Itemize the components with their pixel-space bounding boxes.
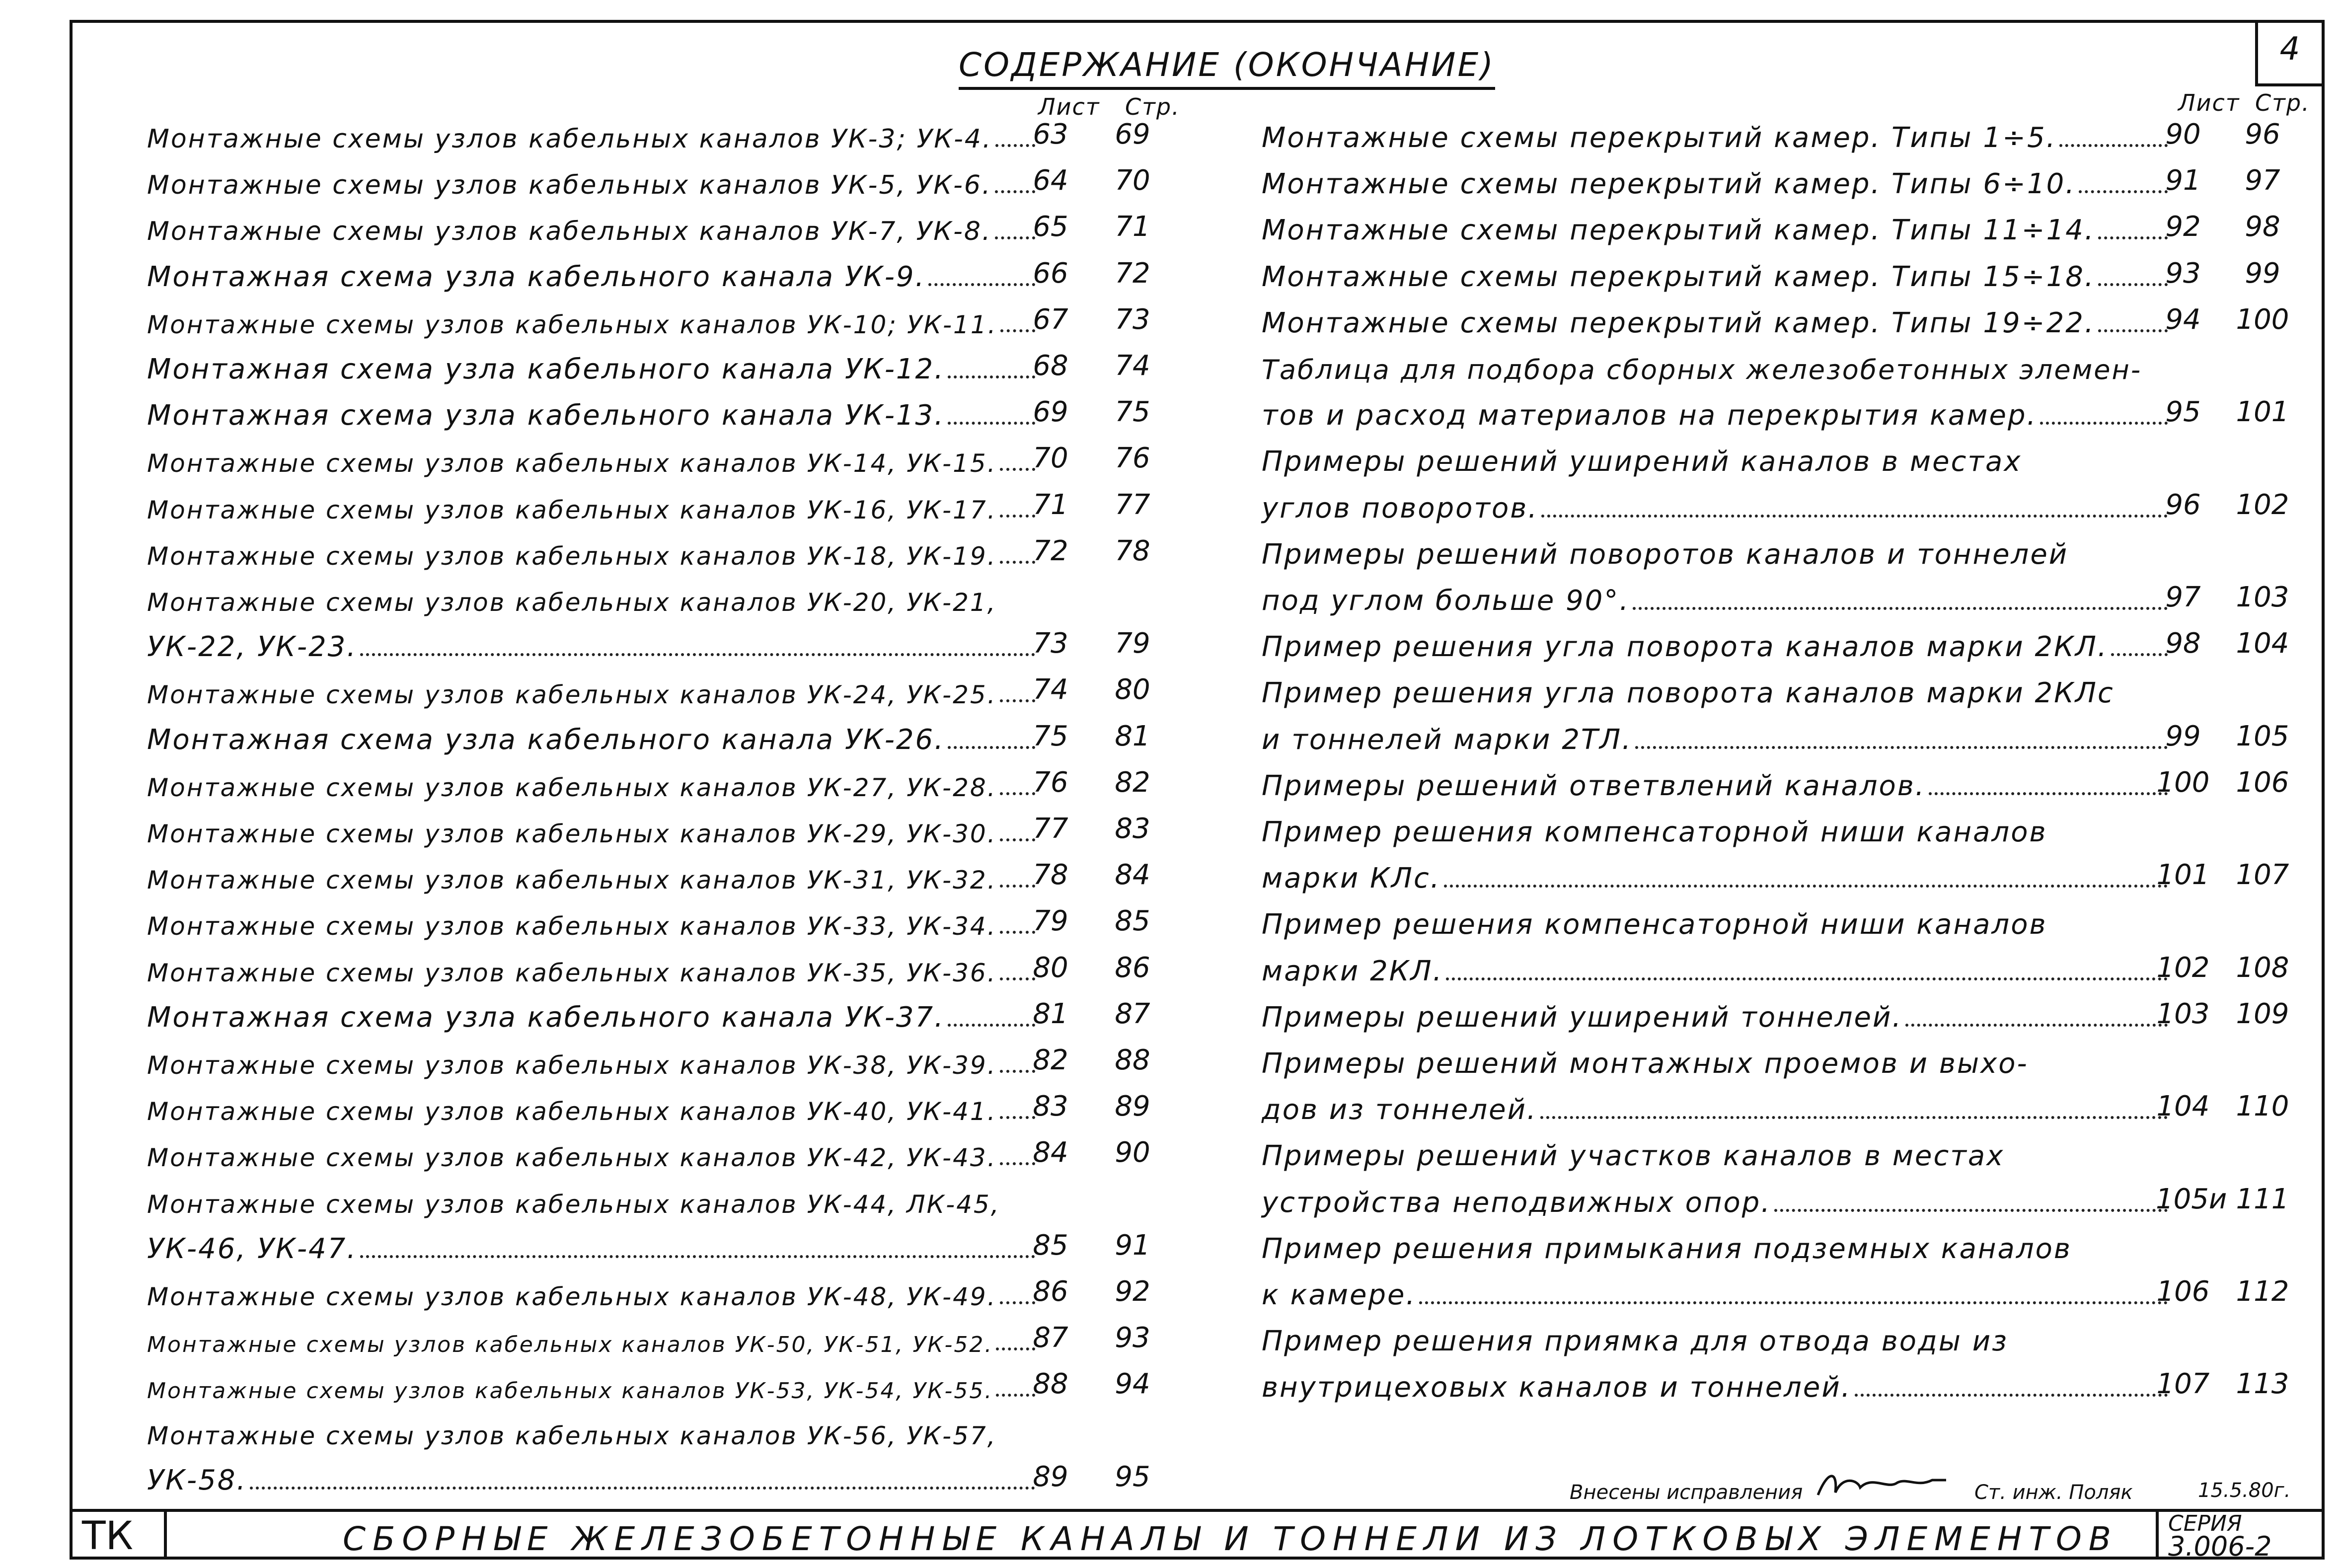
frame-right [2322, 20, 2325, 1560]
contents-entry-page: 103 [2236, 581, 2289, 613]
contents-entry-page: 98 [2245, 211, 2280, 243]
contents-entry [147, 391, 1038, 432]
dot-leader [1541, 515, 2168, 518]
corrections-date: 15.5.80г. [2198, 1479, 2291, 1502]
contents-entry [147, 1456, 1038, 1496]
contents-entry-text: Монтажные схемы перекрытий камер. Типы 1÷5. [1262, 122, 2057, 154]
contents-entry-sheet: 85 [1033, 1229, 1068, 1262]
contents-entry-page: 94 [1115, 1368, 1150, 1401]
contents-entry-text: Монтажная схема узла кабельного канала УК-13. [147, 399, 945, 432]
contents-entry-page: 71 [1115, 211, 1150, 243]
contents-entry-sheet: 87 [1033, 1322, 1068, 1354]
contents-entry-page: 74 [1115, 350, 1150, 382]
contents-entry-page: 112 [2236, 1275, 2289, 1308]
contents-entry-page: 73 [1115, 303, 1150, 336]
dot-leader [1929, 792, 2168, 795]
contents-entry-page: 78 [1115, 534, 1150, 567]
contents-entry-text: Монтажные схемы узлов кабельных каналов УК-14, УК-15. [147, 449, 997, 478]
contents-entry-text: Примеры решений уширений каналов в местах [1262, 446, 2022, 478]
contents-entry-text: Монтажные схемы узлов кабельных каналов УК-18, УК-19. [147, 541, 997, 571]
contents-entry [1262, 206, 2171, 246]
contents-entry-text: марки 2КЛ. [1262, 955, 1443, 987]
contents-entry-sheet: 102 [2156, 951, 2210, 984]
contents-entry-page: 99 [2245, 257, 2280, 290]
dot-leader [2040, 422, 2168, 425]
contents-entry-page: 105 [2236, 720, 2289, 752]
contents-entry-text: Монтажные схемы узлов кабельных каналов УК-24, УК-25. [147, 680, 997, 710]
contents-entry-text: Монтажные схемы узлов кабельных каналов УК-44, ЛК-45, [147, 1190, 1000, 1219]
contents-entry-sheet: 100 [2156, 766, 2210, 799]
contents-entry-page: 83 [1115, 813, 1150, 845]
contents-entry-text: Монтажные схемы узлов кабельных каналов УК-7, УК-8. [147, 217, 992, 247]
contents-entry-sheet: 69 [1033, 396, 1068, 429]
contents-entry [147, 484, 1038, 524]
contents-entry-text: тов и расход материалов на перекрытия камер. [1262, 399, 2038, 432]
contents-entry-sheet: 75 [1033, 720, 1068, 752]
footer-top-line [70, 1509, 2325, 1512]
contents-entry-page: 87 [1115, 997, 1150, 1030]
contents-entry-page: 101 [2236, 396, 2289, 429]
contents-entry-sheet: 94 [2165, 303, 2201, 336]
contents-entry [147, 530, 1038, 571]
contents-entry-text: Пример решения компенсаторной ниши каналов [1262, 816, 2047, 848]
dot-leader [1633, 607, 2168, 610]
contents-entry [1262, 159, 2171, 200]
signature [1813, 1465, 1952, 1500]
contents-entry-text: Монтажные схемы перекрытий камер. Типы 19÷22. [1262, 306, 2095, 339]
contents-entry [147, 854, 1038, 895]
dot-leader [1855, 1394, 2168, 1397]
contents-entry [1262, 484, 2171, 524]
contents-entry [1262, 1085, 2171, 1126]
contents-entry-page: 79 [1115, 627, 1150, 660]
contents-entry-page: 86 [1115, 951, 1150, 984]
contents-entry-page: 72 [1115, 257, 1150, 290]
contents-entry-page: 77 [1115, 488, 1150, 521]
contents-entry-text: к камере. [1262, 1279, 1417, 1311]
contents-entry-text: Примеры решений уширений тоннелей. [1262, 1001, 1903, 1034]
contents-entry-sheet: 79 [1033, 905, 1068, 938]
dot-leader [928, 283, 1035, 286]
contents-entry-sheet: 81 [1033, 997, 1068, 1030]
contents-entry-text: УК-22, УК-23. [147, 631, 358, 664]
contents-entry [1262, 993, 2171, 1034]
contents-entry-page: 95 [1115, 1460, 1150, 1493]
left-col-header-page: Стр. [1125, 93, 1180, 120]
contents-entry [1262, 622, 2171, 663]
contents-entry-page: 97 [2245, 164, 2280, 197]
contents-entry [1262, 299, 2171, 339]
contents-entry-sheet: 74 [1033, 673, 1068, 706]
contents-entry-sheet: 91 [2165, 164, 2201, 197]
contents-entry-text: внутрицеховых каналов и тоннелей. [1262, 1371, 1852, 1404]
contents-entry-sheet: 106 [2156, 1275, 2210, 1308]
contents-entry-page: 84 [1115, 859, 1150, 892]
contents-entry-page: 106 [2236, 766, 2289, 799]
contents-entry-sheet: 63 [1033, 118, 1068, 150]
contents-entry-sheet: 70 [1033, 442, 1068, 475]
right-col-header-page: Стр. [2255, 89, 2310, 116]
dot-leader [250, 1487, 1035, 1490]
contents-entry-page: 104 [2236, 627, 2289, 660]
contents-entry [147, 345, 1038, 385]
contents-entry [147, 576, 1038, 617]
contents-entry [1262, 669, 2171, 709]
contents-entry-page: 102 [2236, 488, 2289, 521]
contents-entry-page: 111 [2236, 1183, 2289, 1215]
contents-entry-sheet: 107 [2156, 1368, 2210, 1401]
left-col-header-sheet: Лист [1038, 93, 1100, 120]
contents-entry [1262, 1178, 2171, 1219]
contents-entry [147, 993, 1038, 1034]
contents-entry-text: дов из тоннелей. [1262, 1094, 1537, 1126]
contents-entry-sheet: 103 [2156, 997, 2210, 1030]
contents-entry-text: Монтажные схемы узлов кабельных каналов УК-5, УК-6. [147, 170, 992, 201]
contents-entry-text: Монтажные схемы узлов кабельных каналов УК-29, УК-30. [147, 820, 997, 848]
footer-code: ТК [82, 1514, 134, 1559]
contents-entry-page: 75 [1115, 396, 1150, 429]
contents-entry [147, 669, 1038, 709]
contents-entry-page: 91 [1115, 1229, 1150, 1262]
contents-entry-text: Примеры решений участков каналов в местах [1262, 1140, 2005, 1173]
contents-entry-text: Монтажная схема узла кабельного канала УК-12. [147, 353, 945, 385]
contents-entry-text: Монтажные схемы перекрытий камер. Типы 6÷10. [1262, 168, 2076, 201]
contents-entry-sheet: 104 [2156, 1090, 2210, 1123]
frame-left [70, 20, 73, 1560]
contents-entry-text: Монтажные схемы перекрытий камер. Типы 11÷14. [1262, 214, 2095, 247]
contents-entry-sheet: 93 [2165, 257, 2201, 290]
contents-entry-text: Монтажные схемы узлов кабельных каналов УК-38, УК-39. [147, 1051, 997, 1080]
contents-entry [1262, 1131, 2171, 1172]
contents-entry-text: Монтажные схемы узлов кабельных каналов УК-50, УК-51, УК-52. [147, 1332, 993, 1358]
contents-entry-sheet: 83 [1033, 1090, 1068, 1123]
contents-entry [1262, 113, 2171, 154]
contents-entry [1262, 391, 2171, 432]
contents-entry-sheet: 67 [1033, 303, 1068, 336]
contents-entry [147, 159, 1038, 200]
contents-entry-sheet: 84 [1033, 1136, 1068, 1169]
contents-entry [147, 437, 1038, 478]
contents-entry-text: Монтажная схема узла кабельного канала УК-37. [147, 1001, 945, 1034]
contents-entry-text: Монтажные схемы узлов кабельных каналов УК-20, УК-21, [147, 588, 997, 617]
contents-entry-sheet: 92 [2165, 211, 2201, 243]
contents-entry-text: устройства неподвижных опор. [1262, 1186, 1772, 1219]
contents-entry-page: 85 [1115, 905, 1150, 938]
contents-entry-sheet: 99 [2165, 720, 2201, 752]
right-col-header-sheet: Лист [2178, 89, 2240, 116]
contents-entry [147, 761, 1038, 802]
contents-entry [147, 900, 1038, 941]
contents-entry-text: и тоннелей марки 2ТЛ. [1262, 723, 1633, 756]
contents-entry [147, 1085, 1038, 1126]
contents-entry-text: Монтажные схемы перекрытий камер. Типы 15÷18. [1262, 260, 2095, 293]
contents-entry-page: 96 [2245, 118, 2280, 150]
contents-entry-sheet: 68 [1033, 350, 1068, 382]
contents-entry [147, 206, 1038, 246]
dot-leader [2079, 190, 2168, 193]
contents-entry-sheet: 90 [2165, 118, 2201, 150]
contents-entry [1262, 947, 2171, 987]
contents-entry-sheet: 86 [1033, 1275, 1068, 1308]
contents-entry-sheet: 96 [2165, 488, 2201, 521]
contents-entry-text: под углом больше 90°. [1262, 585, 1630, 617]
contents-entry-text: Примеры решений ответвлений каналов. [1262, 769, 1926, 802]
contents-entry-text: Монтажные схемы узлов кабельных каналов УК-10; УК-11. [147, 310, 997, 339]
contents-entry-sheet: 89 [1033, 1460, 1068, 1493]
dot-leader [1635, 746, 2168, 749]
contents-entry [147, 1270, 1038, 1311]
frame-top [70, 20, 2325, 23]
contents-entry-sheet: 97 [2165, 581, 2201, 613]
contents-entry-page: 69 [1115, 118, 1150, 150]
contents-entry-sheet: 95 [2165, 396, 2201, 429]
contents-entry [1262, 345, 2171, 385]
contents-entry [147, 808, 1038, 848]
contents-entry-page: 70 [1115, 164, 1150, 197]
dot-leader [360, 1255, 1035, 1258]
contents-entry-page: 113 [2236, 1368, 2289, 1401]
dot-leader [948, 746, 1035, 749]
contents-entry-page: 93 [1115, 1322, 1150, 1354]
contents-entry [1262, 808, 2171, 848]
contents-entry-page: 88 [1115, 1044, 1150, 1076]
contents-entry-page: 90 [1115, 1136, 1150, 1169]
contents-entry [147, 622, 1038, 663]
sheet-number: 4 [2279, 31, 2300, 68]
contents-entry-sheet: 80 [1033, 951, 1068, 984]
contents-entry [147, 1178, 1038, 1219]
contents-entry-text: Примеры решений поворотов каналов и тоннелей [1262, 538, 2069, 571]
contents-entry-sheet: 65 [1033, 211, 1068, 243]
dot-leader [1419, 1301, 2168, 1304]
contents-entry [1262, 761, 2171, 802]
contents-entry-text: Пример решения компенсаторной ниши каналов [1262, 908, 2047, 941]
contents-entry-text: Пример решения угла поворота каналов марки 2КЛс [1262, 677, 2115, 710]
sheet-box-bottom [2255, 83, 2325, 86]
contents-entry [1262, 900, 2171, 941]
contents-entry [1262, 530, 2171, 571]
contents-entry-sheet: 101 [2156, 859, 2210, 892]
contents-entry [1262, 252, 2171, 293]
contents-entry-text: Таблица для подбора сборных железобетонных элемен- [1262, 354, 2142, 385]
contents-entry-sheet: 78 [1033, 859, 1068, 892]
contents-entry-text: Монтажные схемы узлов кабельных каналов УК-3; УК-4. [147, 124, 992, 154]
contents-entry-sheet: 105и [2156, 1183, 2227, 1215]
contents-entry-page: 108 [2236, 951, 2289, 984]
contents-entry [147, 299, 1038, 339]
dot-leader [948, 422, 1035, 425]
contents-entry [1262, 1039, 2171, 1080]
contents-entry [147, 1317, 1038, 1357]
dot-leader [1444, 885, 2168, 888]
dot-leader [948, 1024, 1035, 1027]
contents-entry-text: Монтажные схемы узлов кабельных каналов УК-42, УК-43. [147, 1143, 997, 1173]
contents-entry-sheet: 71 [1033, 488, 1068, 521]
contents-entry-text: Монтажные схемы узлов кабельных каналов УК-56, УК-57, [147, 1421, 997, 1450]
contents-entry-page: 82 [1115, 766, 1150, 799]
contents-entry-page: 76 [1115, 442, 1150, 475]
page-title: СОДЕРЖАНИЕ (ОКОНЧАНИЕ) [959, 46, 1495, 90]
footer-title: СБОРНЫЕ ЖЕЛЕЗОБЕТОННЫЕ КАНАЛЫ И ТОННЕЛИ ИЗ ЛОТКОВЫХ ЭЛЕМЕНТОВ [343, 1520, 2118, 1558]
contents-entry [147, 1039, 1038, 1080]
contents-entry-text: Монтажные схемы узлов кабельных каналов УК-40, УК-41. [147, 1097, 997, 1126]
dot-leader [948, 375, 1035, 378]
contents-entry-page: 100 [2236, 303, 2289, 336]
contents-entry-text: Пример решения приямка для отвода воды из [1262, 1325, 2008, 1358]
contents-entry-text: Пример решения примыкания подземных каналов [1262, 1232, 2072, 1265]
contents-entry-text: Монтажная схема узла кабельного канала УК-9. [147, 260, 926, 293]
contents-entry-text: марки КЛс. [1262, 862, 1441, 895]
contents-entry [1262, 437, 2171, 478]
corrections-engineer: Ст. инж. Поляк [1974, 1481, 2133, 1504]
contents-entry [147, 1363, 1038, 1404]
contents-entry-page: 109 [2236, 997, 2289, 1030]
contents-entry [1262, 715, 2171, 756]
contents-entry-page: 80 [1115, 673, 1150, 706]
contents-entry-text: УК-46, УК-47. [147, 1232, 358, 1265]
contents-entry-text: Пример решения угла поворота каналов марки 2КЛ. [1262, 631, 2108, 664]
contents-entry-text: Монтажные схемы узлов кабельных каналов УК-16, УК-17. [147, 495, 997, 524]
contents-entry-sheet: 82 [1033, 1044, 1068, 1076]
contents-entry-text: Примеры решений монтажных проемов и выхо- [1262, 1047, 2029, 1080]
contents-entry [1262, 576, 2171, 617]
contents-entry [1262, 1317, 2171, 1357]
contents-entry-sheet: 98 [2165, 627, 2201, 660]
dot-leader [1540, 1116, 2168, 1119]
contents-entry-text: углов поворотов. [1262, 492, 1539, 524]
footer-code-divider [164, 1509, 167, 1559]
contents-entry-text: Монтажные схемы узлов кабельных каналов УК-35, УК-36. [147, 958, 997, 987]
corrections-label: Внесены исправления [1570, 1481, 1803, 1504]
contents-entry-page: 107 [2236, 859, 2289, 892]
contents-entry-text: УК-58. [147, 1464, 247, 1496]
contents-entry-sheet: 73 [1033, 627, 1068, 660]
contents-entry [147, 715, 1038, 756]
contents-entry-sheet: 72 [1033, 534, 1068, 567]
contents-entry [1262, 1363, 2171, 1404]
contents-entry [1262, 1270, 2171, 1311]
contents-entry [147, 947, 1038, 987]
dot-leader [1774, 1209, 2168, 1212]
dot-leader [360, 653, 1035, 656]
contents-entry-page: 110 [2236, 1090, 2289, 1123]
contents-entry-page: 92 [1115, 1275, 1150, 1308]
contents-entry [1262, 1224, 2171, 1265]
contents-entry-sheet: 66 [1033, 257, 1068, 290]
dot-leader [1446, 977, 2168, 980]
footer-series-divider [2156, 1509, 2159, 1559]
dot-leader [2059, 144, 2168, 147]
contents-entry [147, 113, 1038, 154]
contents-entry [147, 1224, 1038, 1265]
contents-entry-page: 81 [1115, 720, 1150, 752]
contents-entry-page: 89 [1115, 1090, 1150, 1123]
contents-entry [1262, 854, 2171, 895]
contents-entry-sheet: 64 [1033, 164, 1068, 197]
contents-entry-sheet: 77 [1033, 813, 1068, 845]
contents-entry-text: Монтажные схемы узлов кабельных каналов УК-33, УК-34. [147, 912, 997, 941]
contents-entry [147, 252, 1038, 293]
contents-entry-sheet: 76 [1033, 766, 1068, 799]
contents-entry [147, 1410, 1038, 1450]
contents-entry-text: Монтажные схемы узлов кабельных каналов УК-53, УК-54, УК-55. [147, 1378, 993, 1404]
contents-entry-text: Монтажная схема узла кабельного канала УК-26. [147, 723, 945, 756]
contents-entry-sheet: 88 [1033, 1368, 1068, 1401]
footer-series-label: СЕРИЯ [2168, 1511, 2242, 1536]
contents-entry-text: Монтажные схемы узлов кабельных каналов УК-27, УК-28. [147, 773, 997, 802]
dot-leader [1905, 1024, 2168, 1027]
footer-series-value: 3.006-2 [2168, 1531, 2272, 1562]
contents-entry-text: Монтажные схемы узлов кабельных каналов УК-31, УК-32. [147, 866, 997, 895]
contents-entry [147, 1131, 1038, 1172]
contents-entry-text: Монтажные схемы узлов кабельных каналов УК-48, УК-49. [147, 1282, 997, 1311]
